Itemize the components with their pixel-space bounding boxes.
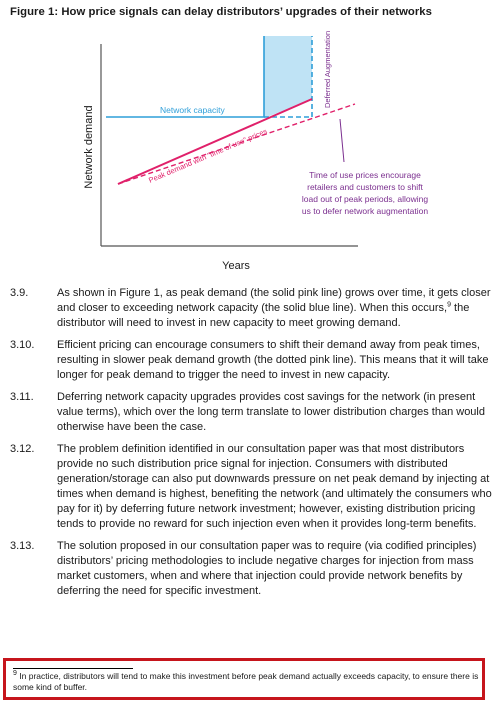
figure-title: Figure 1: How price signals can delay distributors’ upgrades of their networks xyxy=(10,6,432,18)
figure-chart xyxy=(0,0,498,278)
callout-line-2: retailers and customers to shift xyxy=(307,182,423,192)
paragraph-text: Deferring network capacity upgrades provides cost savings for the network (in present value terms), which over the long term translate to lower distribution charges than would otherwise have been the case. xyxy=(57,391,485,433)
paragraph-text: The solution proposed in our consultation paper was to require (via codified principles) distributors’ pricing methodologies to include negative charges for injection from mass market customers, when and where that injection could provide network benefits by deferring the need for specific investment. xyxy=(57,540,477,597)
paragraph-3-13 xyxy=(10,539,492,599)
callout-line-3: load out of peak periods, allowing xyxy=(301,194,429,204)
paragraph-3-11 xyxy=(10,390,492,435)
body-paragraphs xyxy=(10,286,492,599)
y-axis-label: Network demand xyxy=(83,105,95,189)
paragraph-number: 3.9. xyxy=(10,287,29,299)
capacity-label: Network capacity xyxy=(160,105,225,115)
paragraph-number: 3.13. xyxy=(10,540,35,552)
callout-text xyxy=(302,170,428,216)
footnote-rule xyxy=(13,668,133,669)
paragraph-3-10 xyxy=(10,338,492,383)
footnote-ref: 9 xyxy=(447,301,451,309)
paragraph-number: 3.12. xyxy=(10,443,35,455)
footnote-box xyxy=(3,658,485,700)
x-axis-label: Years xyxy=(222,260,250,272)
deferred-augmentation-label: Deferred Augmentation xyxy=(323,30,332,108)
paragraph-3-12 xyxy=(10,442,492,532)
callout-pointer xyxy=(340,119,344,162)
peak-demand-tou-label: Peak demand with "time of use" prices xyxy=(147,126,269,185)
paragraph-text: the distributor will need to invest in new capacity to meet growing demand. xyxy=(57,302,470,329)
paragraph-text: As shown in Figure 1, as peak demand (the solid pink line) grows over time, it gets closer and closer to exceeding network capacity (the solid blue line). When this occurs, xyxy=(57,287,491,314)
paragraph-text: Efficient pricing can encourage consumers to shift their demand away from peak times, resulting in slower peak demand growth (the dotted pink line). This means that it will take longer for peak demand to trigger the need to invest in new capacity. xyxy=(57,339,489,381)
callout-line-4: us to defer network augmentation xyxy=(301,206,429,216)
callout-line-1: Time of use prices encourage xyxy=(309,170,421,180)
deferred-shaded-area xyxy=(264,36,312,118)
paragraph-number: 3.11. xyxy=(10,391,34,403)
paragraph-text: The problem definition identified in our consultation paper was that most distributors provide no such distribution price signal for injection. Consumers with distributed generation/storage can also put downwards pressure on net peak demand by injecting at times when demand is highest, benefiting the network (and ultimately the consumers who pay for it) by deferring future network investment; however, existing distribution pricing tends to provide no reward for such injection even when it provides long-term benefits. xyxy=(57,443,492,530)
paragraph-number: 3.10. xyxy=(10,339,35,351)
footnote-number: 9 xyxy=(13,670,17,678)
footnote-text: In practice, distributors will tend to make this investment before peak demand actually exceeds capacity, to ensure there is some kind of buffer. xyxy=(13,671,479,692)
footnote xyxy=(13,671,479,693)
paragraph-3-9 xyxy=(10,286,492,331)
